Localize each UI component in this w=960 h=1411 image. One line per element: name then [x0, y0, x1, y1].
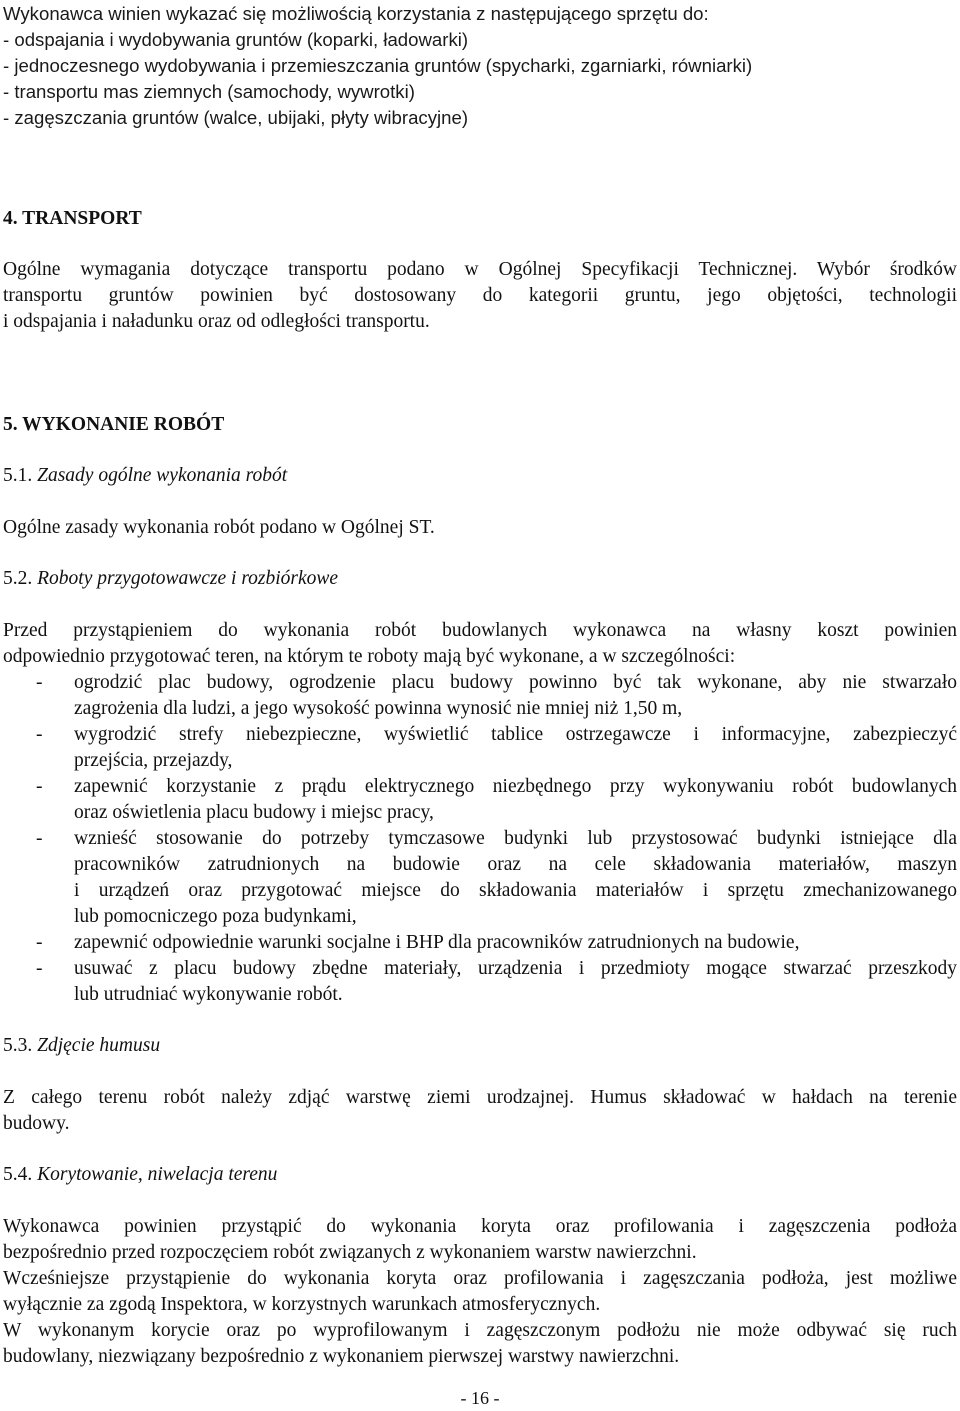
list-line: pracowników zatrudnionych na budowie oraz na cele składowania materiałów, maszyn — [74, 854, 957, 875]
section-5-3-heading — [3, 1033, 160, 1059]
subsection-number: 5.2. — [3, 568, 33, 589]
list-line: lub utrudniać wykonywanie robót. — [74, 984, 343, 1005]
paragraph-line: Przed przystąpieniem do wykonania robót budowlanych wykonawca na własny koszt powinien — [3, 620, 957, 641]
list-line: przejścia, przejazdy, — [74, 750, 233, 771]
subsection-title: Zasady ogólne wykonania robót — [37, 465, 288, 486]
paragraph-line: i odspajania i naładunku oraz od odległości transportu. — [3, 311, 430, 332]
paragraph-line: Z całego terenu robót należy zdjąć warstwę ziemi urodzajnej. Humus składować w hałdach na terenie — [3, 1087, 957, 1108]
list-item — [3, 670, 957, 722]
paragraph-line: transportu gruntów powinien być dostosowany do kategorii gruntu, jego objętości, technologii — [3, 285, 957, 306]
list-item — [3, 774, 957, 826]
subsection-title: Korytowanie, niwelacja terenu — [37, 1164, 278, 1185]
paragraph-line: budowlany, niezwiązany bezpośrednio z wykonaniem pierwszej warstwy nawierzchni. — [3, 1346, 680, 1367]
list-line: zagrożenia dla ludzi, a jego wysokość powinna wynosić nie mniej niż 1,50 m, — [74, 698, 683, 719]
list-dash: - — [36, 932, 43, 953]
list-item — [3, 930, 957, 956]
paragraph-line: wyłącznie za zgodą Inspektora, w korzystnych warunkach atmosferycznych. — [3, 1294, 601, 1315]
section-5-2-heading — [3, 566, 338, 592]
list-item — [3, 826, 957, 930]
subsection-number: 5.1. — [3, 465, 33, 486]
list-line: usuwać z placu budowy zbędne materiały, urządzenia i przedmioty mogące stwarzać przeszkody — [74, 958, 957, 979]
subsection-number: 5.4. — [3, 1164, 33, 1185]
equipment-item: - transportu mas ziemnych (samochody, wywrotki) — [3, 81, 415, 102]
list-item — [3, 722, 957, 774]
paragraph-line: odpowiednio przygotować teren, na którym te roboty mają być wykonane, a w szczególności: — [3, 646, 736, 667]
list-dash: - — [36, 724, 43, 745]
paragraph-line: budowy. — [3, 1113, 70, 1134]
subsection-title: Roboty przygotowawcze i rozbiórkowe — [37, 568, 339, 589]
list-line: wznieść stosowanie do potrzeby tymczasowe budynki lub przystosować budynki istniejące dla — [74, 828, 957, 849]
list-dash: - — [36, 776, 43, 797]
section-5-4-heading — [3, 1162, 277, 1188]
equipment-intro: Wykonawca winien wykazać się możliwością korzystania z następującego sprzętu do: — [3, 3, 709, 24]
subsection-title: Zdjęcie humusu — [37, 1035, 161, 1056]
section-5-3-body — [3, 1085, 957, 1137]
list-line: lub pomocniczego poza budynkami, — [74, 906, 357, 927]
list-line: zapewnić korzystanie z prądu elektrycznego niezbędnego przy wykonywaniu robót budowlanych — [74, 776, 957, 797]
paragraph-line: Wcześniejsze przystąpienie do wykonania koryta oraz profilowania i zagęszczania podłoża, jest możliwe — [3, 1268, 957, 1289]
list-line: ogrodzić plac budowy, ogrodzenie placu budowy powinno być tak wykonane, aby nie stwarzało — [74, 672, 957, 693]
section-5-4-body — [3, 1214, 957, 1370]
section-5-1-heading — [3, 463, 287, 489]
paragraph-line: W wykonanym korycie oraz po wyprofilowanym i zagęszczonym podłożu nie może odbywać się ruch — [3, 1320, 957, 1341]
section-5-heading: 5. WYKONANIE ROBÓT — [3, 414, 225, 435]
list-item — [3, 956, 957, 1008]
section-4-body — [3, 257, 957, 335]
equipment-item: - zagęszczania gruntów (walce, ubijaki, płyty wibracyjne) — [3, 107, 469, 128]
list-dash: - — [36, 958, 43, 979]
list-line: i urządzeń oraz przygotować miejsce do składowania materiałów i sprzętu zmechanizowanego — [74, 880, 957, 901]
equipment-item: - jednoczesnego wydobywania i przemieszczania gruntów (spycharki, zgarniarki, równiarki) — [3, 55, 753, 76]
list-line: wygrodzić strefy niebezpieczne, wyświetlić tablice ostrzegawcze i informacyjne, zabezpieczyć — [74, 724, 957, 745]
subsection-number: 5.3. — [3, 1035, 33, 1056]
section-4-heading: 4. TRANSPORT — [3, 208, 142, 229]
list-line: oraz oświetlenia placu budowy i miejsc pracy, — [74, 802, 434, 823]
equipment-item: - odspajania i wydobywania gruntów (koparki, ładowarki) — [3, 29, 469, 50]
list-line: zapewnić odpowiednie warunki socjalne i BHP dla pracowników zatrudnionych na budowie, — [74, 932, 800, 953]
section-5-2-body — [3, 618, 957, 1008]
paragraph-line: Wykonawca powinien przystąpić do wykonania koryta oraz profilowania i zagęszczenia podłoża — [3, 1216, 957, 1237]
paragraph-line: bezpośrednio przed rozpoczęciem robót związanych z wykonaniem warstw nawierzchni. — [3, 1242, 697, 1263]
list-dash: - — [36, 672, 43, 693]
paragraph-line: Ogólne wymagania dotyczące transportu podano w Ogólnej Specyfikacji Technicznej. Wybór środków — [3, 259, 957, 280]
equipment-block — [3, 1, 957, 131]
list-dash: - — [36, 828, 43, 849]
page-number: - 16 - — [460, 1388, 500, 1408]
section-5-1-text: Ogólne zasady wykonania robót podano w Ogólnej ST. — [3, 517, 435, 538]
